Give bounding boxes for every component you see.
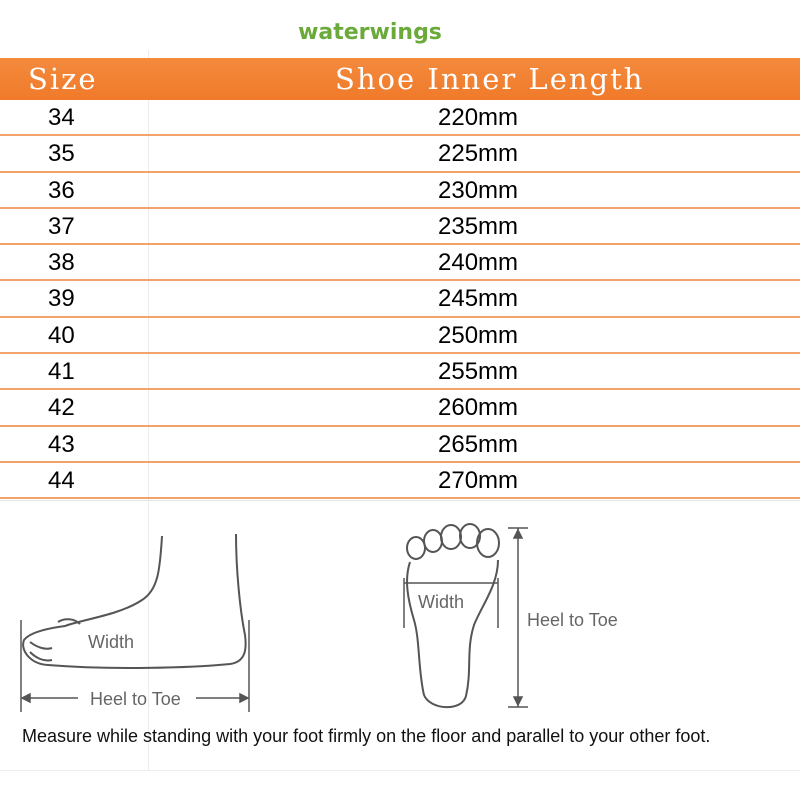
- length-cell: 230mm: [438, 176, 519, 204]
- size-cell: 37: [48, 212, 75, 240]
- length-cell: 260mm: [438, 394, 519, 422]
- header-size: Size: [28, 62, 98, 96]
- table-row: [0, 427, 800, 463]
- bottom-rule: [0, 770, 800, 771]
- length-cell: 225mm: [438, 140, 519, 168]
- length-cell: 220mm: [438, 104, 519, 131]
- size-cell: 36: [48, 176, 75, 204]
- table-row: [0, 463, 800, 499]
- length-cell: 235mm: [438, 212, 519, 240]
- size-cell: 39: [48, 285, 75, 313]
- measure-instructions: Measure while standing with your foot firmly on the floor and parallel to your other foot.: [22, 726, 711, 746]
- length-cell: 270mm: [438, 466, 519, 494]
- side-heel-to-toe-label: Heel to Toe: [90, 689, 181, 709]
- table-row: [0, 136, 800, 172]
- length-cell: 250mm: [438, 321, 519, 349]
- size-cell: 40: [48, 321, 75, 349]
- table-row: [0, 281, 800, 317]
- size-cell: 35: [48, 140, 75, 168]
- table-row: [0, 245, 800, 281]
- size-cell: 34: [48, 104, 75, 131]
- header-shoe-inner-length: Shoe Inner Length: [335, 62, 645, 96]
- top-foot-icon: [407, 524, 499, 707]
- length-cell: 255mm: [438, 358, 519, 386]
- table-row: [0, 318, 800, 354]
- size-cell: 43: [48, 430, 75, 458]
- length-cell: 265mm: [438, 430, 519, 458]
- table-row: [0, 209, 800, 245]
- table-row: [0, 390, 800, 426]
- table-header: [0, 58, 800, 100]
- table-row: [0, 354, 800, 390]
- table-row: [0, 173, 800, 209]
- table-row: [0, 100, 800, 136]
- size-table: [0, 100, 800, 499]
- size-cell: 38: [48, 249, 75, 277]
- size-cell: 42: [48, 394, 75, 422]
- top-heel-to-toe-label: Heel to Toe: [527, 610, 618, 630]
- size-cell: 41: [48, 358, 75, 386]
- length-cell: 240mm: [438, 249, 519, 277]
- top-width-label: Width: [418, 592, 465, 612]
- length-cell: 245mm: [438, 285, 519, 313]
- side-width-label: Width: [88, 632, 135, 652]
- size-cell: 44: [48, 466, 75, 494]
- side-foot-icon: [23, 534, 246, 668]
- brand-logo-text: waterwings: [298, 20, 442, 45]
